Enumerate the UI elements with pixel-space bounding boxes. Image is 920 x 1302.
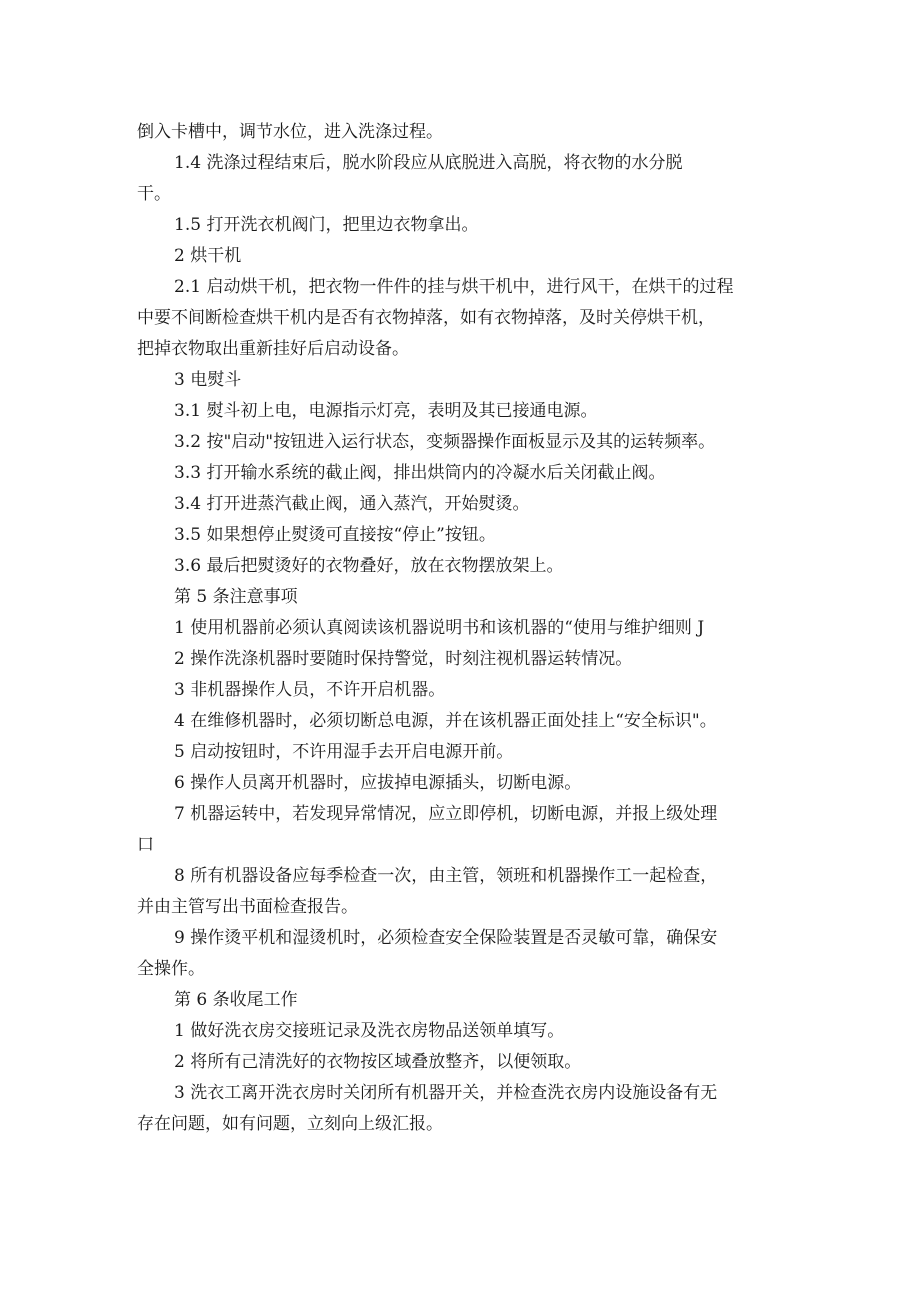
- section-heading: 3 电熨斗: [174, 370, 242, 390]
- text-line: 全操作。: [137, 959, 205, 979]
- text-line: 3.4 打开进蒸汽截止阀，通入蒸汽，开始熨烫。: [174, 494, 530, 514]
- text-line: 口: [137, 835, 154, 855]
- text-line: 干。: [137, 184, 171, 204]
- text-line: 2 将所有己清洗好的衣物按区域叠放整齐，以便领取。: [174, 1052, 582, 1072]
- text-line: 8 所有机器设备应每季检查一次，由主管，领班和机器操作工一起检查，: [174, 866, 718, 886]
- text-line: 3.1 熨斗初上电，电源指示灯亮，表明及其已接通电源。: [174, 401, 598, 421]
- section-heading: 第 6 条收尾工作: [174, 990, 298, 1010]
- text-line: 把掉衣物取出重新挂好后启动设备。: [137, 339, 409, 359]
- document-body: [137, 117, 777, 1140]
- text-line: 6 操作人员离开机器时，应拔掉电源插头，切断电源。: [174, 773, 582, 793]
- text-line: 1.5 打开洗衣机阀门，把里边衣物拿出。: [174, 215, 479, 235]
- text-line: 3 非机器操作人员，不许开启机器。: [174, 680, 446, 700]
- section-heading: 2 烘干机: [174, 246, 242, 266]
- text-line: 中要不间断检查烘干机内是否有衣物掉落，如有衣物掉落，及时关停烘干机，: [137, 308, 715, 328]
- text-line: 3.5 如果想停止熨烫可直接按“停止”按钮。: [174, 525, 496, 545]
- text-line: 2 操作洗涤机器时要随时保持警觉，时刻注视机器运转情况。: [174, 649, 633, 669]
- text-line: 3.2 按"启动"按钮进入运行状态，变频器操作面板显示及其的运转频率。: [174, 432, 716, 452]
- section-heading: 第 5 条注意事项: [174, 587, 298, 607]
- text-line: 1 使用机器前必须认真阅读该机器说明书和该机器的“使用与维护细则 J: [174, 618, 705, 638]
- text-line: 7 机器运转中，若发现异常情况，应立即停机，切断电源，并报上级处理: [174, 804, 718, 824]
- text-line: 3.3 打开输水系统的截止阀，排出烘筒内的冷凝水后关闭截止阀。: [174, 463, 666, 483]
- text-line: 4 在维修机器时，必须切断总电源，并在该机器正面处挂上“安全标识"。: [174, 711, 717, 731]
- text-line: 2.1 启动烘干机，把衣物一件件的挂与烘干机中，进行风干，在烘干的过程: [174, 277, 734, 297]
- text-line: 倒入卡槽中，调节水位，进入洗涤过程。: [137, 122, 443, 142]
- text-line: 并由主管写出书面检查报告。: [137, 897, 358, 917]
- text-line: 1 做好洗衣房交接班记录及洗衣房物品送领单填写。: [174, 1021, 565, 1041]
- text-line: 9 操作烫平机和湿烫机时，必须检查安全保险装置是否灵敏可靠，确保安: [174, 928, 718, 948]
- text-line: 5 启动按钮时，不许用湿手去开启电源开前。: [174, 742, 514, 762]
- text-line: 3 洗衣工离开洗衣房时关闭所有机器开关，并检查洗衣房内设施设备有无: [174, 1083, 718, 1103]
- text-line: 存在问题，如有问题，立刻向上级汇报。: [137, 1114, 443, 1134]
- text-line: 1.4 洗涤过程结束后，脱水阶段应从底脱进入高脱，将衣物的水分脱: [174, 153, 683, 173]
- text-line: 3.6 最后把熨烫好的衣物叠好，放在衣物摆放架上。: [174, 556, 564, 576]
